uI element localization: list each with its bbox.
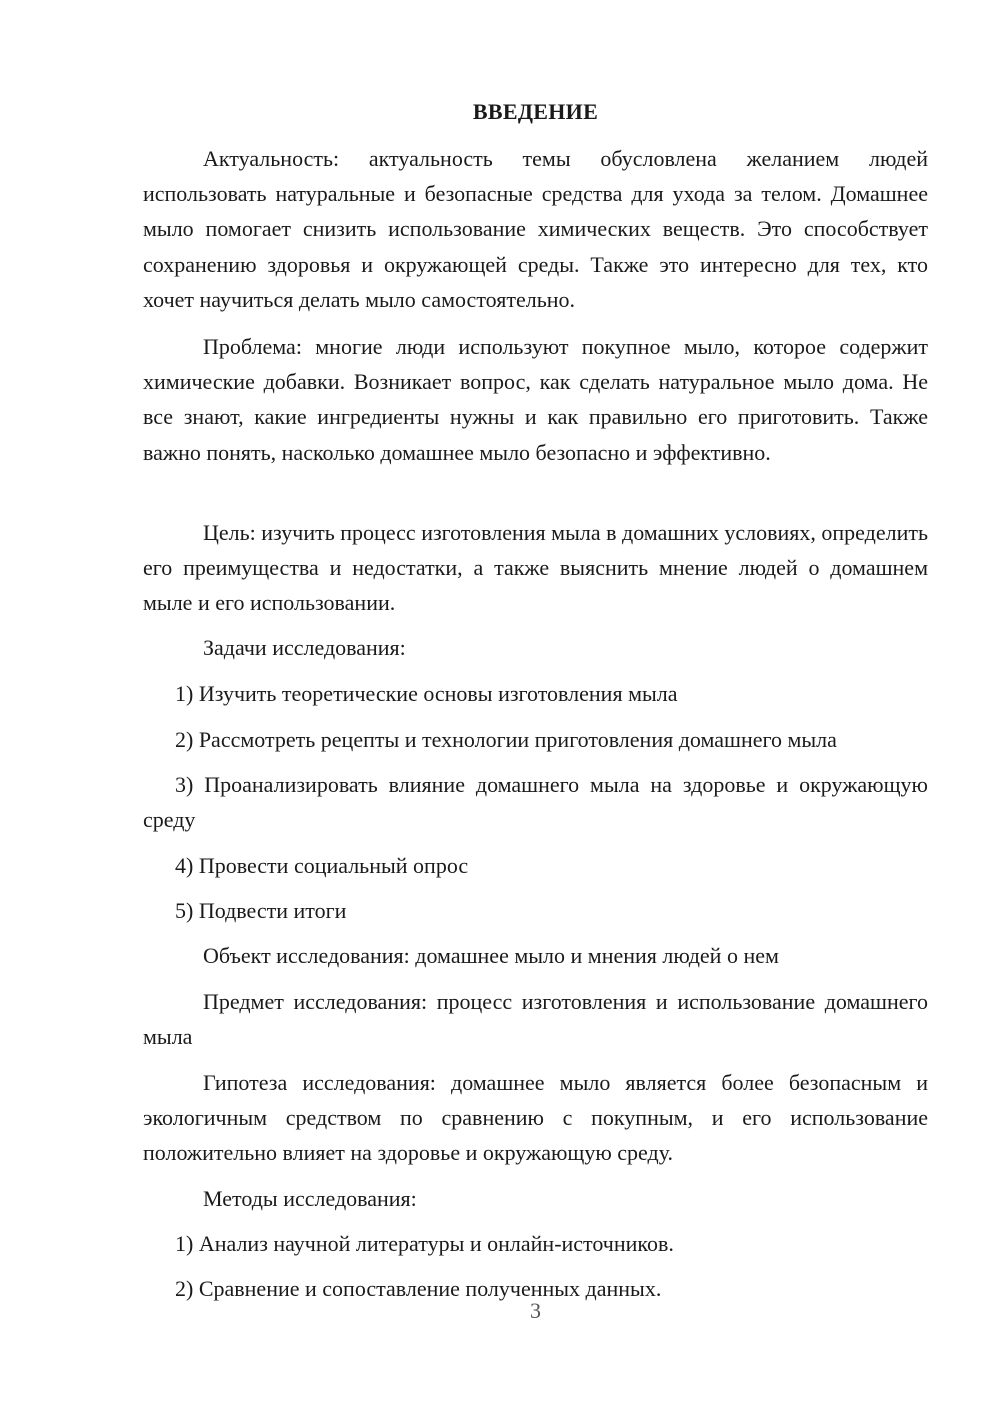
method-item-2: 2) Сравнение и сопоставление полученных данных. [175,1276,662,1301]
research-hypothesis: Гипотеза исследования: домашнее мыло является более безопасным и экологичным средством по сравнению с покупным, и его использование положительно влияет на здоровье и окружающую среду. [143,1070,928,1166]
problem-paragraph: Проблема: многие люди используют покупное мыло, которое содержит химические добавки. Возникает вопрос, как сделать натуральное мыло дома. Не все знают, какие ингредиенты нужны и как правильно его приготовить. Также важно понять, насколько домашнее мыло безопасно и эффективно. [143,334,928,465]
section-title: ВВЕДЕНИЕ [472,99,599,124]
goal-paragraph: Цель: изучить процесс изготовления мыла в домашних условиях, определить его преимущества и недостатки, а также выяснить мнение людей о домашнем мыле и его использовании. [143,520,928,616]
page-number: 3 [530,1298,541,1323]
research-object: Объект исследования: домашнее мыло и мнения людей о нем [203,943,779,968]
method-item-1: 1) Анализ научной литературы и онлайн-источников. [175,1231,674,1256]
task-item-2: 2) Рассмотреть рецепты и технологии приготовления домашнего мыла [175,727,837,752]
task-item-1: 1) Изучить теоретические основы изготовления мыла [175,681,678,706]
task-item-4: 4) Провести социальный опрос [175,853,469,878]
methods-heading: Методы исследования: [203,1186,417,1211]
tasks-heading: Задачи исследования: [203,635,406,660]
task-item-5: 5) Подвести итоги [175,898,347,923]
research-subject: Предмет исследования: процесс изготовления и использование домашнего мыла [143,989,928,1050]
relevance-paragraph: Актуальность: актуальность темы обусловлена желанием людей использовать натуральные и безопасные средства для ухода за телом. Домашнее мыло помогает снизить использование химических веществ. Это способствует сохранению здоровья и окружающей среды. Также это интересно для тех, кто хочет научиться делать мыло самостоятельно. [143,146,928,312]
task-item-3: 3) Проанализировать влияние домашнего мыла на здоровье и окружающую среду [143,772,928,833]
